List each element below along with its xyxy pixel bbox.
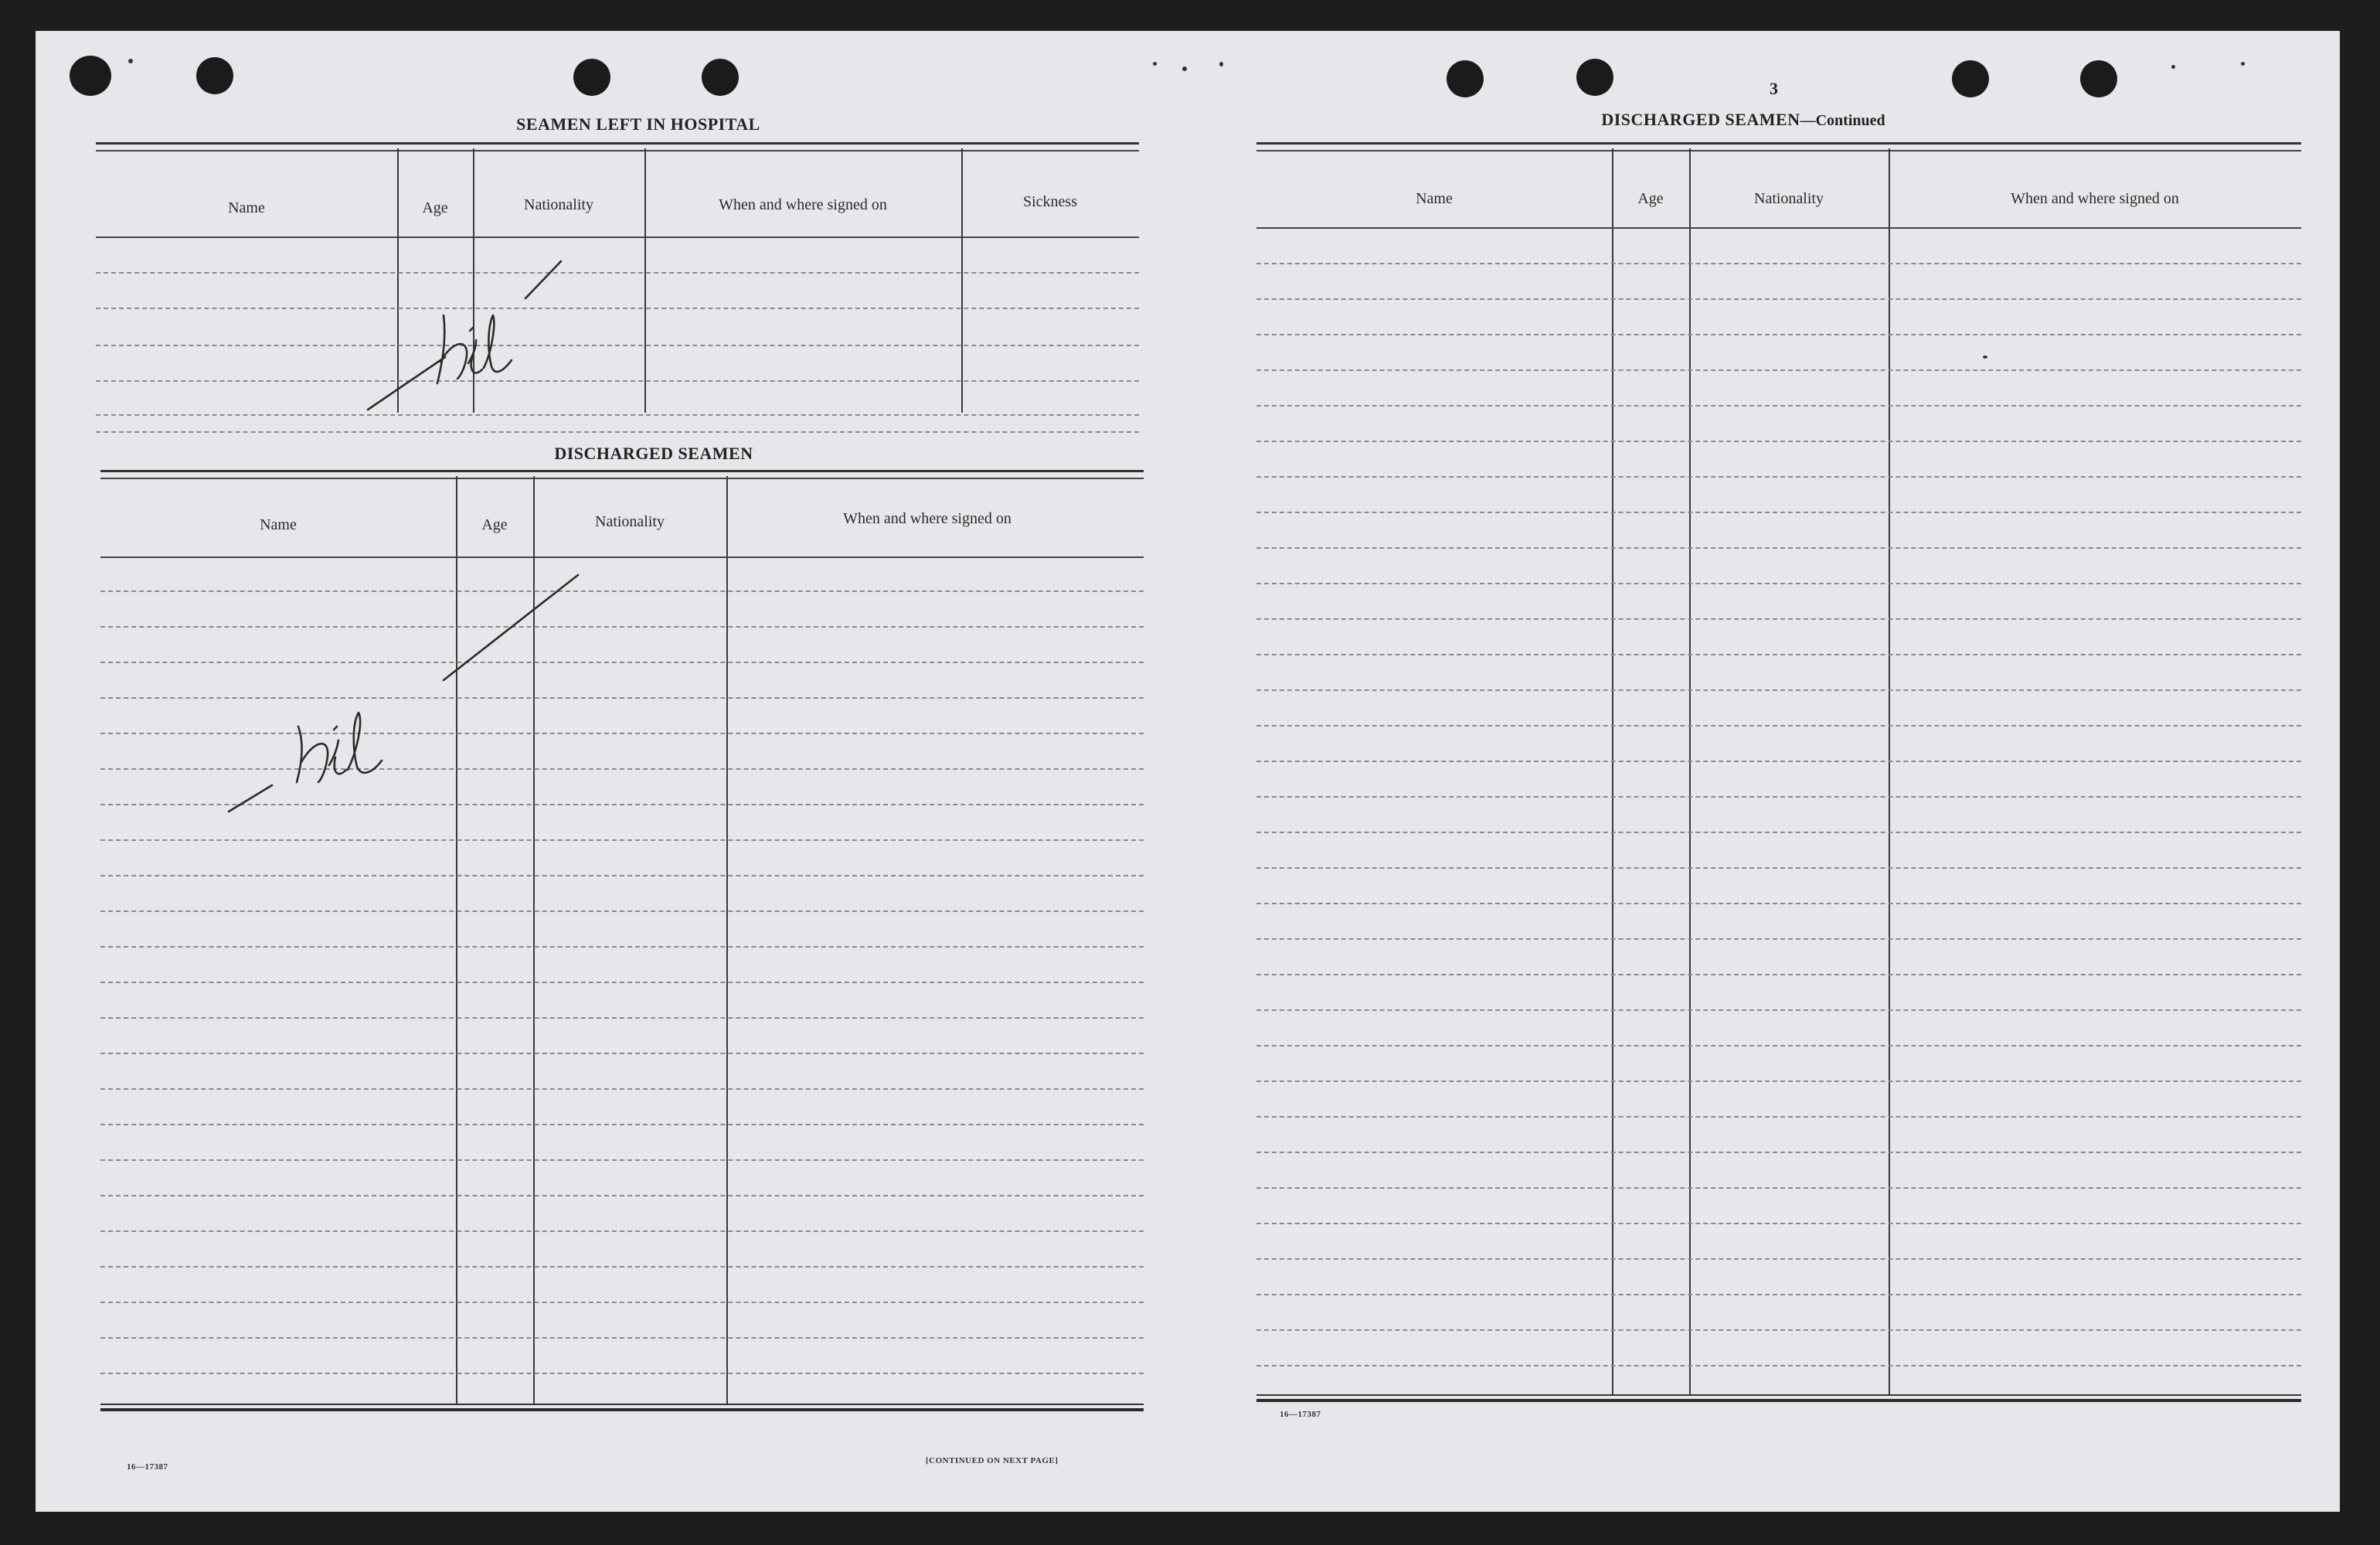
row-line: [1256, 1187, 2301, 1189]
row-line: [1256, 405, 2301, 407]
discharged-continued-table: [1256, 142, 2301, 1448]
row-line: [1256, 1080, 2301, 1082]
section-title-discharged: DISCHARGED SEAMEN: [554, 444, 753, 463]
page-number: 3: [1770, 79, 1778, 98]
table-bottom-rule: [1256, 1399, 2301, 1402]
row-line: [1256, 583, 2301, 584]
row-line: [1256, 796, 2301, 798]
row-line: [1256, 476, 2301, 478]
row-line: [1256, 1009, 2301, 1011]
row-line: [100, 839, 1144, 841]
row-line: [100, 1337, 1144, 1339]
row-line: [100, 1266, 1144, 1268]
column-header-sickness: Sickness: [1023, 193, 1077, 210]
punch-hole: [70, 56, 111, 96]
row-line: [100, 910, 1144, 912]
column-header-when-where: When and where signed on: [843, 510, 1012, 527]
column-header-age: Age: [422, 199, 448, 216]
column-header-nationality: Nationality: [524, 196, 593, 213]
row-line: [1256, 512, 2301, 513]
row-line: [100, 1230, 1144, 1232]
speck: [1219, 62, 1223, 66]
row-line: [1256, 441, 2301, 442]
row-line: [1256, 725, 2301, 727]
column-header-age: Age: [1637, 190, 1664, 207]
document-sheet: [36, 31, 2340, 1512]
punch-hole: [1447, 60, 1484, 97]
row-line: [1256, 1294, 2301, 1295]
row-line: [100, 1124, 1144, 1125]
column-divider: [644, 148, 646, 413]
row-line: [1256, 974, 2301, 975]
punch-hole: [1576, 59, 1613, 96]
column-header-name: Name: [1416, 190, 1453, 207]
row-line: [100, 875, 1144, 876]
speck: [128, 59, 133, 63]
row-line: [1256, 334, 2301, 335]
row-line: [100, 1159, 1144, 1161]
row-line: [1256, 832, 2301, 833]
continued-note: [CONTINUED ON NEXT PAGE]: [926, 1456, 1059, 1465]
row-line: [1256, 867, 2301, 869]
row-line: [1256, 654, 2301, 655]
speck: [1182, 66, 1187, 71]
title-main: DISCHARGED SEAMEN: [1601, 110, 1800, 129]
row-line: [96, 431, 1139, 433]
title-suffix: —Continued: [1800, 112, 1885, 129]
row-line: [1256, 298, 2301, 300]
row-line: [1256, 369, 2301, 371]
row-line: [1256, 689, 2301, 691]
row-line: [1256, 618, 2301, 620]
column-divider: [961, 148, 963, 413]
row-line: [1256, 263, 2301, 264]
column-header-name: Name: [228, 199, 265, 216]
row-line: [1256, 547, 2301, 549]
column-header-when-where: When and where signed on: [2011, 190, 2179, 207]
punch-hole: [1952, 60, 1989, 97]
row-line: [1256, 938, 2301, 940]
table-top-rule: [96, 142, 1139, 151]
table-bottom-rule: [1256, 1394, 2301, 1396]
column-header-nationality: Nationality: [595, 513, 665, 530]
row-line: [1256, 1329, 2301, 1331]
handwritten-nil-hospital: [360, 224, 623, 425]
row-line: [1256, 1223, 2301, 1224]
row-line: [100, 982, 1144, 983]
row-line: [1256, 1152, 2301, 1153]
punch-hole: [573, 59, 610, 96]
punch-hole: [196, 57, 233, 94]
row-line: [1256, 1365, 2301, 1366]
column-header-name: Name: [260, 516, 297, 533]
row-line: [100, 1373, 1144, 1374]
row-line: [1256, 903, 2301, 904]
table-bottom-rule: [100, 1408, 1144, 1411]
row-line: [1256, 1116, 2301, 1118]
column-header-nationality: Nationality: [1754, 190, 1824, 207]
row-line: [100, 946, 1144, 948]
punch-hole: [702, 59, 739, 96]
row-line: [100, 1088, 1144, 1090]
table-top-rule: [100, 470, 1144, 479]
handwritten-nil-discharged: [221, 533, 592, 827]
form-number-left: 16—17387: [127, 1462, 168, 1472]
row-line: [100, 1302, 1144, 1303]
speck: [2241, 62, 2245, 66]
row-line: [1256, 1045, 2301, 1046]
column-header-when-where: When and where signed on: [719, 196, 887, 213]
punch-hole: [2080, 60, 2117, 97]
section-title-discharged-continued: [1566, 110, 1921, 130]
row-line: [100, 1053, 1144, 1054]
table-bottom-rule: [100, 1404, 1144, 1405]
table-top-rule: [1256, 142, 2301, 151]
section-title-hospital: SEAMEN LEFT IN HOSPITAL: [516, 114, 760, 134]
row-line: [100, 1195, 1144, 1196]
row-line: [1256, 761, 2301, 762]
column-header-age: Age: [481, 516, 508, 533]
row-line: [1256, 1258, 2301, 1260]
header-underline: [1256, 227, 2301, 229]
form-number-right: 16—17387: [1280, 1410, 1321, 1419]
row-line: [100, 1017, 1144, 1019]
speck: [2171, 65, 2175, 69]
speck: [1153, 62, 1157, 66]
